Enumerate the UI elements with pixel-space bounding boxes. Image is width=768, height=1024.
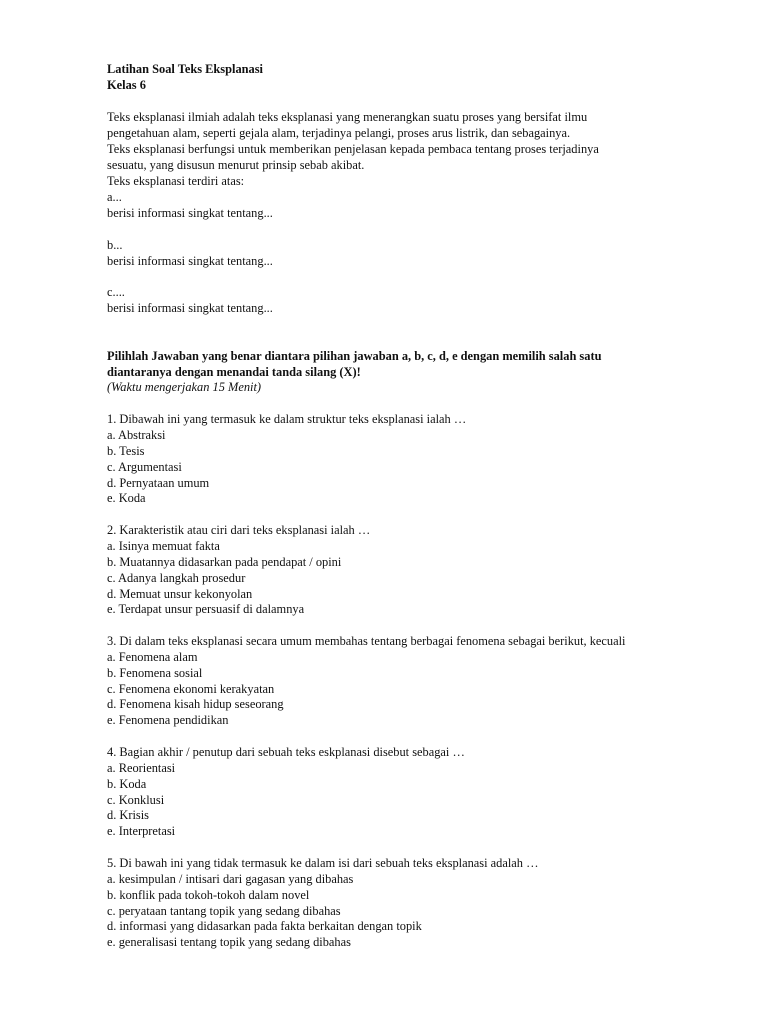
instructions-line-1: Pilihlah Jawaban yang benar diantara pilihan jawaban a, b, c, d, e dengan memilih salah satu — [107, 349, 602, 363]
intro-paragraph-2-line-1: Teks eksplanasi berfungsi untuk memberikan penjelasan kepada pembaca tentang proses terjadinya — [107, 142, 599, 156]
question-text: 4. Bagian akhir / penutup dari sebuah teks eskplanasi disebut sebagai … — [107, 745, 465, 759]
answer-option: d. Memuat unsur kekonyolan — [107, 587, 253, 601]
instructions-line-2: diantaranya dengan menandai tanda silang (X)! — [107, 365, 361, 379]
answer-option: e. Interpretasi — [107, 824, 176, 838]
answer-option: e. Fenomena pendidikan — [107, 713, 229, 727]
structure-part-label: a... — [107, 190, 122, 204]
question-text: 1. Dibawah ini yang termasuk ke dalam struktur teks eksplanasi ialah … — [107, 412, 467, 426]
answer-option: d. informasi yang didasarkan pada fakta berkaitan dengan topik — [107, 919, 422, 933]
structure-part-label: b... — [107, 238, 123, 252]
answer-option: a. Reorientasi — [107, 761, 176, 775]
grade-label: Kelas 6 — [107, 78, 146, 92]
intro-paragraph-1-line-2: pengetahuan alam, seperti gejala alam, terjadinya pelangi, proses arus listrik, dan sebagainya. — [107, 126, 571, 140]
answer-option: b. Fenomena sosial — [107, 666, 203, 680]
intro-paragraph-1-line-1: Teks eksplanasi ilmiah adalah teks eksplanasi yang menerangkan suatu proses yang bersifat ilmu — [107, 110, 588, 124]
answer-option: c. peryataan tantang topik yang sedang dibahas — [107, 904, 341, 918]
question-text: 5. Di bawah ini yang tidak termasuk ke dalam isi dari sebuah teks eksplanasi adalah … — [107, 856, 539, 870]
answer-option: c. Fenomena ekonomi kerakyatan — [107, 682, 275, 696]
question-text: 2. Karakteristik atau ciri dari teks eksplanasi ialah … — [107, 523, 371, 537]
answer-option: b. konflik pada tokoh-tokoh dalam novel — [107, 888, 310, 902]
document-title: Latihan Soal Teks Eksplanasi — [107, 62, 263, 76]
answer-option: d. Krisis — [107, 808, 149, 822]
answer-option: c. Argumentasi — [107, 460, 182, 474]
answer-option: a. Isinya memuat fakta — [107, 539, 220, 553]
structure-part-label: c.... — [107, 285, 125, 299]
answer-option: e. generalisasi tentang topik yang sedang dibahas — [107, 935, 351, 949]
answer-option: c. Konklusi — [107, 793, 165, 807]
answer-option: e. Koda — [107, 491, 146, 505]
answer-option: b. Tesis — [107, 444, 145, 458]
answer-option: a. Fenomena alam — [107, 650, 198, 664]
answer-option: a. kesimpulan / intisari dari gagasan yang dibahas — [107, 872, 354, 886]
structure-part-desc: berisi informasi singkat tentang... — [107, 206, 273, 220]
time-note: (Waktu mengerjakan 15 Menit) — [107, 380, 262, 394]
question-text: 3. Di dalam teks eksplanasi secara umum membahas tentang berbagai fenomena sebagai berikut, kecuali — [107, 634, 626, 648]
structure-part-desc: berisi informasi singkat tentang... — [107, 254, 273, 268]
answer-option: a. Abstraksi — [107, 428, 166, 442]
intro-paragraph-2-line-2: sesuatu, yang disusun menurut prinsip sebab akibat. — [107, 158, 365, 172]
answer-option: b. Muatannya didasarkan pada pendapat / opini — [107, 555, 342, 569]
structure-lead: Teks eksplanasi terdiri atas: — [107, 174, 245, 188]
answer-option: d. Pernyataan umum — [107, 476, 210, 490]
answer-option: b. Koda — [107, 777, 147, 791]
answer-option: d. Fenomena kisah hidup seseorang — [107, 697, 284, 711]
answer-option: c. Adanya langkah prosedur — [107, 571, 246, 585]
answer-option: e. Terdapat unsur persuasif di dalamnya — [107, 602, 305, 616]
structure-part-desc: berisi informasi singkat tentang... — [107, 301, 273, 315]
